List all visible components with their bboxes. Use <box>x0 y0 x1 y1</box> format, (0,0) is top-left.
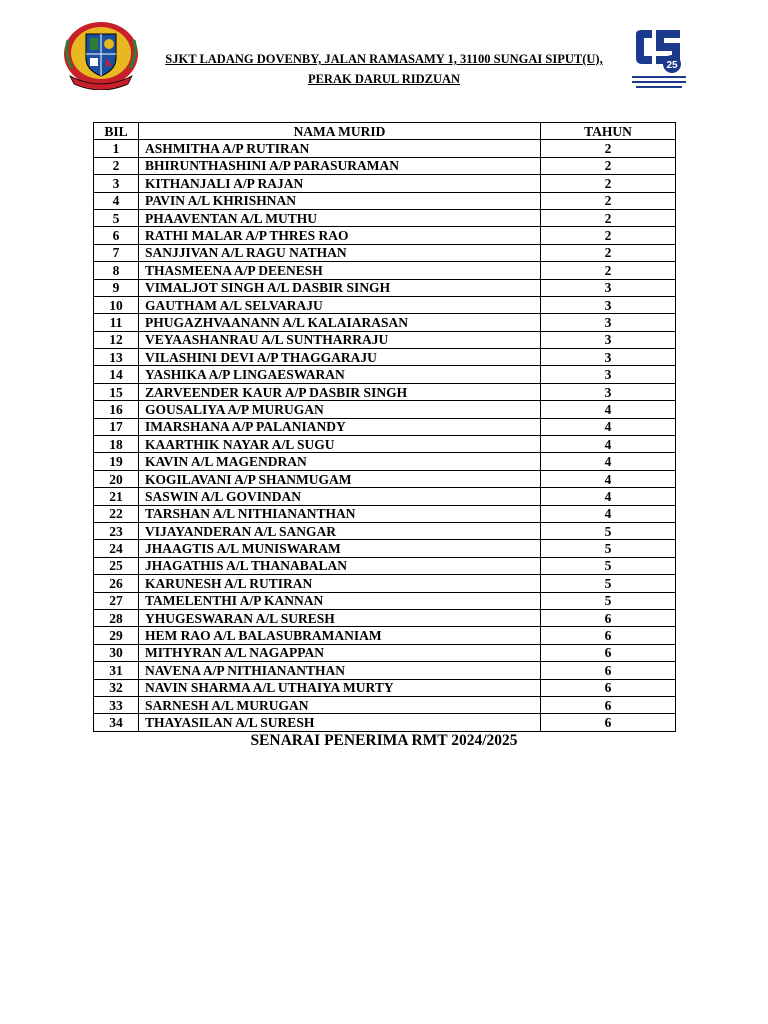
row-tahun: 2 <box>541 140 676 157</box>
row-nama-murid: KAARTHIK NAYAR A/L SUGU <box>139 436 541 453</box>
row-nama-murid: VIMALJOT SINGH A/L DASBIR SINGH <box>139 279 541 296</box>
row-tahun: 6 <box>541 662 676 679</box>
row-bil: 8 <box>94 262 139 279</box>
row-tahun: 4 <box>541 488 676 505</box>
row-nama-murid: ZARVEENDER KAUR A/P DASBIR SINGH <box>139 383 541 400</box>
table-row <box>94 140 676 157</box>
row-bil: 21 <box>94 488 139 505</box>
row-tahun: 2 <box>541 262 676 279</box>
table-row <box>94 227 676 244</box>
row-nama-murid: MITHYRAN A/L NAGAPPAN <box>139 644 541 661</box>
row-nama-murid: GOUSALIYA A/P MURUGAN <box>139 401 541 418</box>
row-tahun: 3 <box>541 279 676 296</box>
row-tahun: 6 <box>541 609 676 626</box>
table-row <box>94 522 676 539</box>
table-row <box>94 192 676 209</box>
row-nama-murid: YHUGESWARAN A/L SURESH <box>139 609 541 626</box>
row-nama-murid: JHAAGTIS A/L MUNISWARAM <box>139 540 541 557</box>
row-tahun: 3 <box>541 383 676 400</box>
table-row <box>94 418 676 435</box>
table-row <box>94 175 676 192</box>
list-caption: SENARAI PENERIMA RMT 2024/2025 <box>250 732 518 749</box>
row-nama-murid: BHIRUNTHASHINI A/P PARASURAMAN <box>139 157 541 174</box>
row-bil: 20 <box>94 470 139 487</box>
row-nama-murid: VIJAYANDERAN A/L SANGAR <box>139 522 541 539</box>
row-bil: 6 <box>94 227 139 244</box>
table-row <box>94 679 676 696</box>
row-tahun: 5 <box>541 540 676 557</box>
row-nama-murid: PHUGAZHVAANANN A/L KALAIARASAN <box>139 314 541 331</box>
row-bil: 18 <box>94 436 139 453</box>
row-nama-murid: SASWIN A/L GOVINDAN <box>139 488 541 505</box>
row-nama-murid: THAYASILAN A/L SURESH <box>139 714 541 731</box>
row-tahun: 2 <box>541 192 676 209</box>
table-row <box>94 157 676 174</box>
row-tahun: 3 <box>541 349 676 366</box>
table-row <box>94 209 676 226</box>
table-row <box>94 644 676 661</box>
row-nama-murid: THASMEENA A/P DEENESH <box>139 262 541 279</box>
row-bil: 32 <box>94 679 139 696</box>
row-nama-murid: NAVENA A/P NITHIANANTHAN <box>139 662 541 679</box>
header-bil: BIL <box>94 123 139 140</box>
table-row <box>94 436 676 453</box>
school-crest-logo <box>62 20 140 90</box>
table-row <box>94 662 676 679</box>
table-row <box>94 470 676 487</box>
table-row <box>94 401 676 418</box>
table-row <box>94 279 676 296</box>
table-row <box>94 696 676 713</box>
row-bil: 5 <box>94 209 139 226</box>
row-nama-murid: NAVIN SHARMA A/L UTHAIYA MURTY <box>139 679 541 696</box>
row-bil: 34 <box>94 714 139 731</box>
row-tahun: 2 <box>541 244 676 261</box>
table-row <box>94 592 676 609</box>
row-bil: 13 <box>94 349 139 366</box>
header-nama-murid: NAMA MURID <box>139 123 541 140</box>
row-bil: 11 <box>94 314 139 331</box>
row-tahun: 2 <box>541 157 676 174</box>
table-row <box>94 540 676 557</box>
row-tahun: 3 <box>541 296 676 313</box>
row-nama-murid: KITHANJALI A/P RAJAN <box>139 175 541 192</box>
row-nama-murid: VEYAASHANRAU A/L SUNTHARRAJU <box>139 331 541 348</box>
row-tahun: 2 <box>541 209 676 226</box>
row-bil: 12 <box>94 331 139 348</box>
table-row <box>94 488 676 505</box>
row-nama-murid: GAUTHAM A/L SELVARAJU <box>139 296 541 313</box>
row-nama-murid: PHAAVENTAN A/L MUTHU <box>139 209 541 226</box>
row-bil: 25 <box>94 557 139 574</box>
row-bil: 22 <box>94 505 139 522</box>
row-bil: 27 <box>94 592 139 609</box>
table-row <box>94 244 676 261</box>
row-tahun: 2 <box>541 175 676 192</box>
row-bil: 2 <box>94 157 139 174</box>
row-tahun: 5 <box>541 557 676 574</box>
table-row <box>94 383 676 400</box>
row-bil: 9 <box>94 279 139 296</box>
row-nama-murid: TARSHAN A/L NITHIANANTHAN <box>139 505 541 522</box>
row-bil: 24 <box>94 540 139 557</box>
table-row <box>94 349 676 366</box>
row-nama-murid: PAVIN A/L KHRISHNAN <box>139 192 541 209</box>
header-tahun: TAHUN <box>541 123 676 140</box>
row-bil: 30 <box>94 644 139 661</box>
row-bil: 14 <box>94 366 139 383</box>
row-tahun: 3 <box>541 331 676 348</box>
row-bil: 29 <box>94 627 139 644</box>
row-tahun: 5 <box>541 592 676 609</box>
row-tahun: 3 <box>541 314 676 331</box>
row-tahun: 6 <box>541 644 676 661</box>
row-bil: 1 <box>94 140 139 157</box>
row-nama-murid: TAMELENTHI A/P KANNAN <box>139 592 541 609</box>
row-tahun: 4 <box>541 436 676 453</box>
table-row <box>94 314 676 331</box>
row-tahun: 5 <box>541 522 676 539</box>
row-nama-murid: RATHI MALAR A/P THRES RAO <box>139 227 541 244</box>
table-row <box>94 575 676 592</box>
row-bil: 4 <box>94 192 139 209</box>
row-bil: 28 <box>94 609 139 626</box>
row-bil: 33 <box>94 696 139 713</box>
row-bil: 17 <box>94 418 139 435</box>
row-tahun: 4 <box>541 470 676 487</box>
table-row <box>94 505 676 522</box>
row-nama-murid: VILASHINI DEVI A/P THAGGARAJU <box>139 349 541 366</box>
row-tahun: 6 <box>541 627 676 644</box>
row-tahun: 4 <box>541 401 676 418</box>
school-address-line-1: SJKT LADANG DOVENBY, JALAN RAMASAMY 1, 31100 SUNGAI SIPUT(U), <box>165 52 603 66</box>
row-tahun: 4 <box>541 505 676 522</box>
row-nama-murid: IMARSHANA A/P PALANIANDY <box>139 418 541 435</box>
row-bil: 23 <box>94 522 139 539</box>
row-bil: 15 <box>94 383 139 400</box>
row-tahun: 6 <box>541 696 676 713</box>
row-bil: 19 <box>94 453 139 470</box>
student-list-table <box>93 122 676 732</box>
row-bil: 16 <box>94 401 139 418</box>
row-tahun: 5 <box>541 575 676 592</box>
row-nama-murid: SANJJIVAN A/L RAGU NATHAN <box>139 244 541 261</box>
row-nama-murid: KAVIN A/L MAGENDRAN <box>139 453 541 470</box>
table-row <box>94 331 676 348</box>
anniversary-number: 25 <box>666 60 678 71</box>
anniversary-25-logo <box>628 26 690 92</box>
row-bil: 10 <box>94 296 139 313</box>
table-row <box>94 557 676 574</box>
row-tahun: 6 <box>541 714 676 731</box>
table-row <box>94 262 676 279</box>
row-nama-murid: KOGILAVANI A/P SHANMUGAM <box>139 470 541 487</box>
table-row <box>94 627 676 644</box>
table-row <box>94 609 676 626</box>
row-nama-murid: JHAGATHIS A/L THANABALAN <box>139 557 541 574</box>
row-nama-murid: KARUNESH A/L RUTIRAN <box>139 575 541 592</box>
row-nama-murid: HEM RAO A/L BALASUBRAMANIAM <box>139 627 541 644</box>
row-tahun: 4 <box>541 453 676 470</box>
school-address-line-2: PERAK DARUL RIDZUAN <box>307 72 461 86</box>
row-tahun: 4 <box>541 418 676 435</box>
table-row <box>94 453 676 470</box>
row-tahun: 2 <box>541 227 676 244</box>
row-nama-murid: ASHMITHA A/P RUTIRAN <box>139 140 541 157</box>
row-bil: 3 <box>94 175 139 192</box>
row-tahun: 6 <box>541 679 676 696</box>
row-bil: 31 <box>94 662 139 679</box>
row-bil: 26 <box>94 575 139 592</box>
row-nama-murid: YASHIKA A/P LINGAESWARAN <box>139 366 541 383</box>
row-tahun: 3 <box>541 366 676 383</box>
table-row <box>94 714 676 731</box>
table-header-row <box>94 123 676 140</box>
table-row <box>94 366 676 383</box>
row-nama-murid: SARNESH A/L MURUGAN <box>139 696 541 713</box>
row-bil: 7 <box>94 244 139 261</box>
table-row <box>94 296 676 313</box>
